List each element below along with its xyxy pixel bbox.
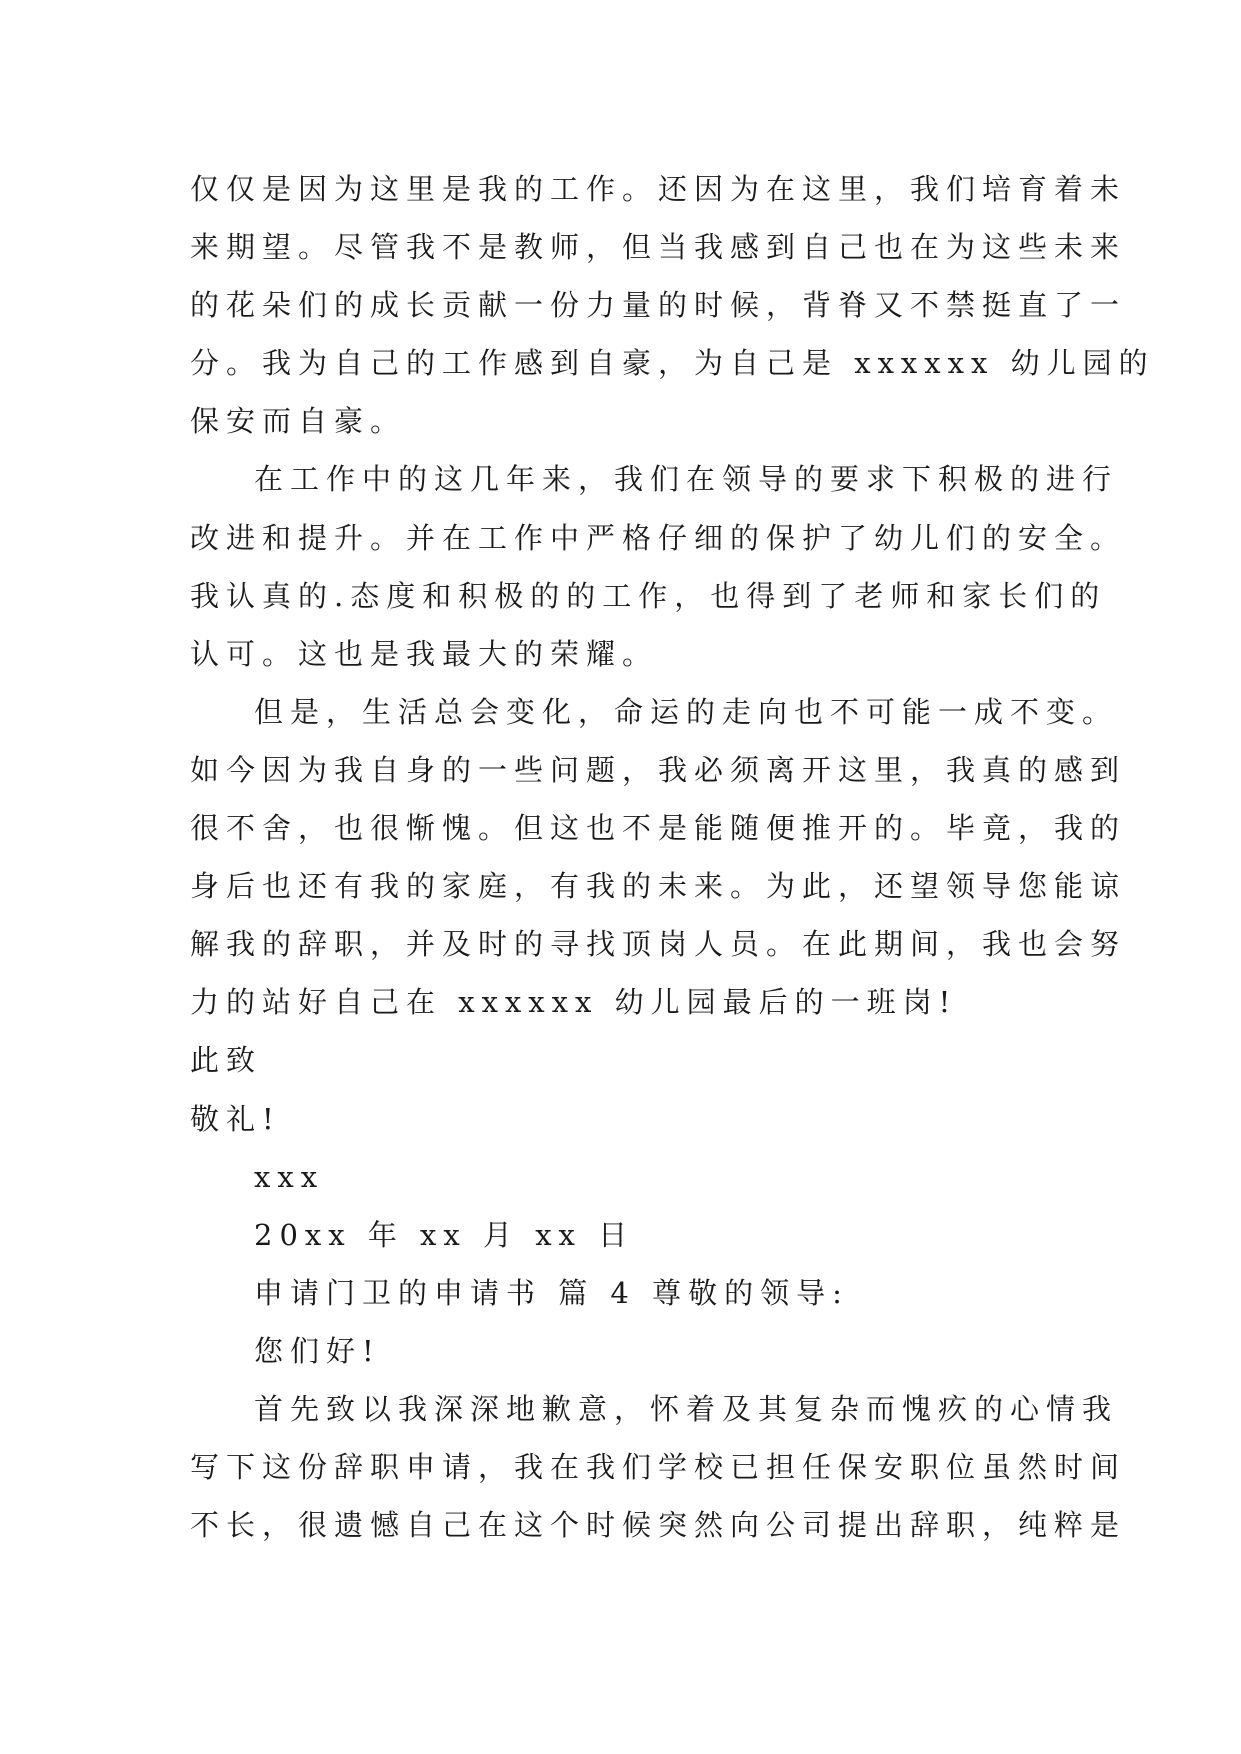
greeting-line: 您们好! (254, 1333, 381, 1368)
text-line: 分。我为自己的工作感到自豪，为自己是 xxxxxx 幼儿园的 (190, 346, 1155, 381)
text-line: 来期望。尽管我不是教师，但当我感到自己也在为这些未来 (190, 230, 1127, 265)
text-line: 保安而自豪。 (190, 404, 407, 439)
text-line: 仅仅是因为这里是我的工作。还因为在这里，我们培育着未 (190, 172, 1127, 206)
text-line: 的花朵们的成长贡献一份力量的时候，背脊又不禁挺直了一 (190, 288, 1127, 323)
text-line: 如今因为我自身的一些问题，我必须离开这里，我真的感到 (190, 752, 1127, 787)
signature-date: 20xx 年 xx 月 xx 日 (254, 1217, 635, 1252)
closing-salutation: 此致 (190, 1043, 263, 1078)
letter-body (190, 160, 1155, 1554)
section-heading: 申请门卫的申请书 篇 4 尊敬的领导: (254, 1275, 849, 1310)
text-line: 认可。这也是我最大的荣耀。 (190, 636, 659, 671)
signature-name: xxx (254, 1159, 325, 1194)
closing-respect: 敬礼! (190, 1101, 281, 1136)
paragraph-start-line: 但是，生活总会变化，命运的走向也不可能一成不变。 (254, 694, 1119, 729)
text-line: 不长，很遗憾自己在这个时候突然向公司提出辞职，纯粹是 (190, 1508, 1127, 1543)
text-line: 很不舍，也很惭愧。但这也不是能随便推开的。毕竟，我的 (190, 811, 1127, 846)
text-line: 改进和提升。并在工作中严格仔细的保护了幼儿们的安全。 (190, 520, 1127, 555)
text-line: 解我的辞职，并及时的寻找顶岗人员。在此期间，我也会努 (190, 927, 1127, 962)
text-line: 写下这份辞职申请，我在我们学校已担任保安职位虽然时间 (190, 1450, 1127, 1485)
paragraph-start-line: 在工作中的这几年来，我们在领导的要求下积极的进行 (254, 462, 1119, 497)
text-line: 我认真的.态度和积极的的工作，也得到了老师和家长们的 (190, 578, 1107, 613)
text-line: 身后也还有我的家庭，有我的未来。为此，还望领导您能谅 (190, 869, 1127, 904)
text-line: 力的站好自己在 xxxxxx 幼儿园最后的一班岗! (190, 985, 958, 1020)
paragraph-start-line: 首先致以我深深地歉意，怀着及其复杂而愧疚的心情我 (254, 1391, 1119, 1426)
